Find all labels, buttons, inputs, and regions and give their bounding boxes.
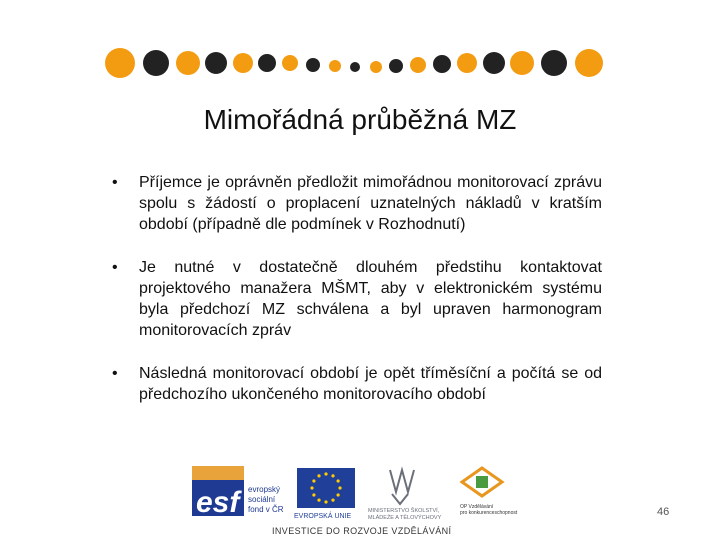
decorative-dot (457, 53, 477, 73)
eu-star (310, 486, 313, 489)
eu-star (312, 479, 315, 482)
bullet-mark: • (112, 259, 118, 276)
svg-text:esf: esf (196, 486, 240, 519)
op-vk-logo (460, 468, 518, 516)
decorative-dot (575, 49, 603, 77)
decorative-dots (0, 0, 720, 100)
eu-star (338, 486, 341, 489)
bullet-mark: • (112, 365, 118, 382)
eu-star (331, 474, 334, 477)
logo-strip (190, 462, 530, 540)
eu-flag-logo (294, 468, 355, 520)
bullet-mark: • (112, 174, 118, 191)
msmt-logo (368, 470, 442, 521)
svg-text:evropský: evropský (248, 485, 281, 494)
decorative-dot (282, 55, 298, 71)
eu-star (324, 500, 327, 503)
decorative-dot (258, 54, 276, 72)
eu-star (312, 493, 315, 496)
eu-star (317, 474, 320, 477)
decorative-dot (541, 50, 567, 76)
svg-text:fond v ČR: fond v ČR (248, 505, 284, 514)
svg-text:MINISTERSTVO ŠKOLSTVÍ,: MINISTERSTVO ŠKOLSTVÍ, (368, 508, 440, 514)
decorative-dot (350, 62, 360, 72)
eu-star (331, 499, 334, 502)
decorative-dot (105, 48, 135, 78)
eu-star (317, 499, 320, 502)
decorative-dot (176, 51, 200, 75)
logo-footer-text: INVESTICE DO ROZVOJE VZDĚLÁVÁNÍ (272, 526, 452, 536)
decorative-dot (483, 52, 505, 74)
slide-number: 46 (657, 506, 670, 518)
bullet-item (110, 172, 602, 235)
decorative-dot (510, 51, 534, 75)
svg-text:MLÁDEŽE A TĚLOVÝCHOVY: MLÁDEŽE A TĚLOVÝCHOVY (368, 515, 442, 521)
esf-logo (192, 466, 284, 519)
decorative-dot (370, 61, 382, 73)
bullet-text: Následná monitorovací období je opět tříměsíční a počítá se od předchozího ukončeného monitorovacího období (139, 365, 602, 403)
decorative-dot (143, 50, 169, 76)
eu-label: EVROPSKÁ UNIE (294, 513, 352, 520)
decorative-dot (433, 55, 451, 73)
eu-star (337, 479, 340, 482)
bullet-text: Je nutné v dostatečně dlouhém předstihu kontaktovat projektového manažera MŠMT, aby v elektronickém systému byla předchozí MZ schválena a byl upraven harmonogram monitorovacích zpráv (139, 259, 602, 339)
eu-star (324, 472, 327, 475)
bullet-item (110, 363, 602, 405)
bullet-text: Příjemce je oprávněn předložit mimořádnou monitorovací zprávu spolu s žádostí o proplacení uznatelných nákladů v kratším období (případně dle podmínek v Rozhodnutí) (139, 174, 602, 233)
slide-title: Mimořádná průběžná MZ (203, 104, 517, 135)
svg-text:sociální: sociální (248, 495, 276, 504)
decorative-dot (389, 59, 403, 73)
decorative-dot (410, 57, 426, 73)
bullet-list (110, 172, 602, 427)
eu-star (337, 493, 340, 496)
svg-text:pro konkurenceschopnost: pro konkurenceschopnost (460, 510, 518, 516)
decorative-dot (205, 52, 227, 74)
bullet-item (110, 257, 602, 341)
svg-text:OP Vzdělávání: OP Vzdělávání (460, 504, 494, 510)
decorative-dot (233, 53, 253, 73)
decorative-dot (329, 60, 341, 72)
decorative-dot (306, 58, 320, 72)
